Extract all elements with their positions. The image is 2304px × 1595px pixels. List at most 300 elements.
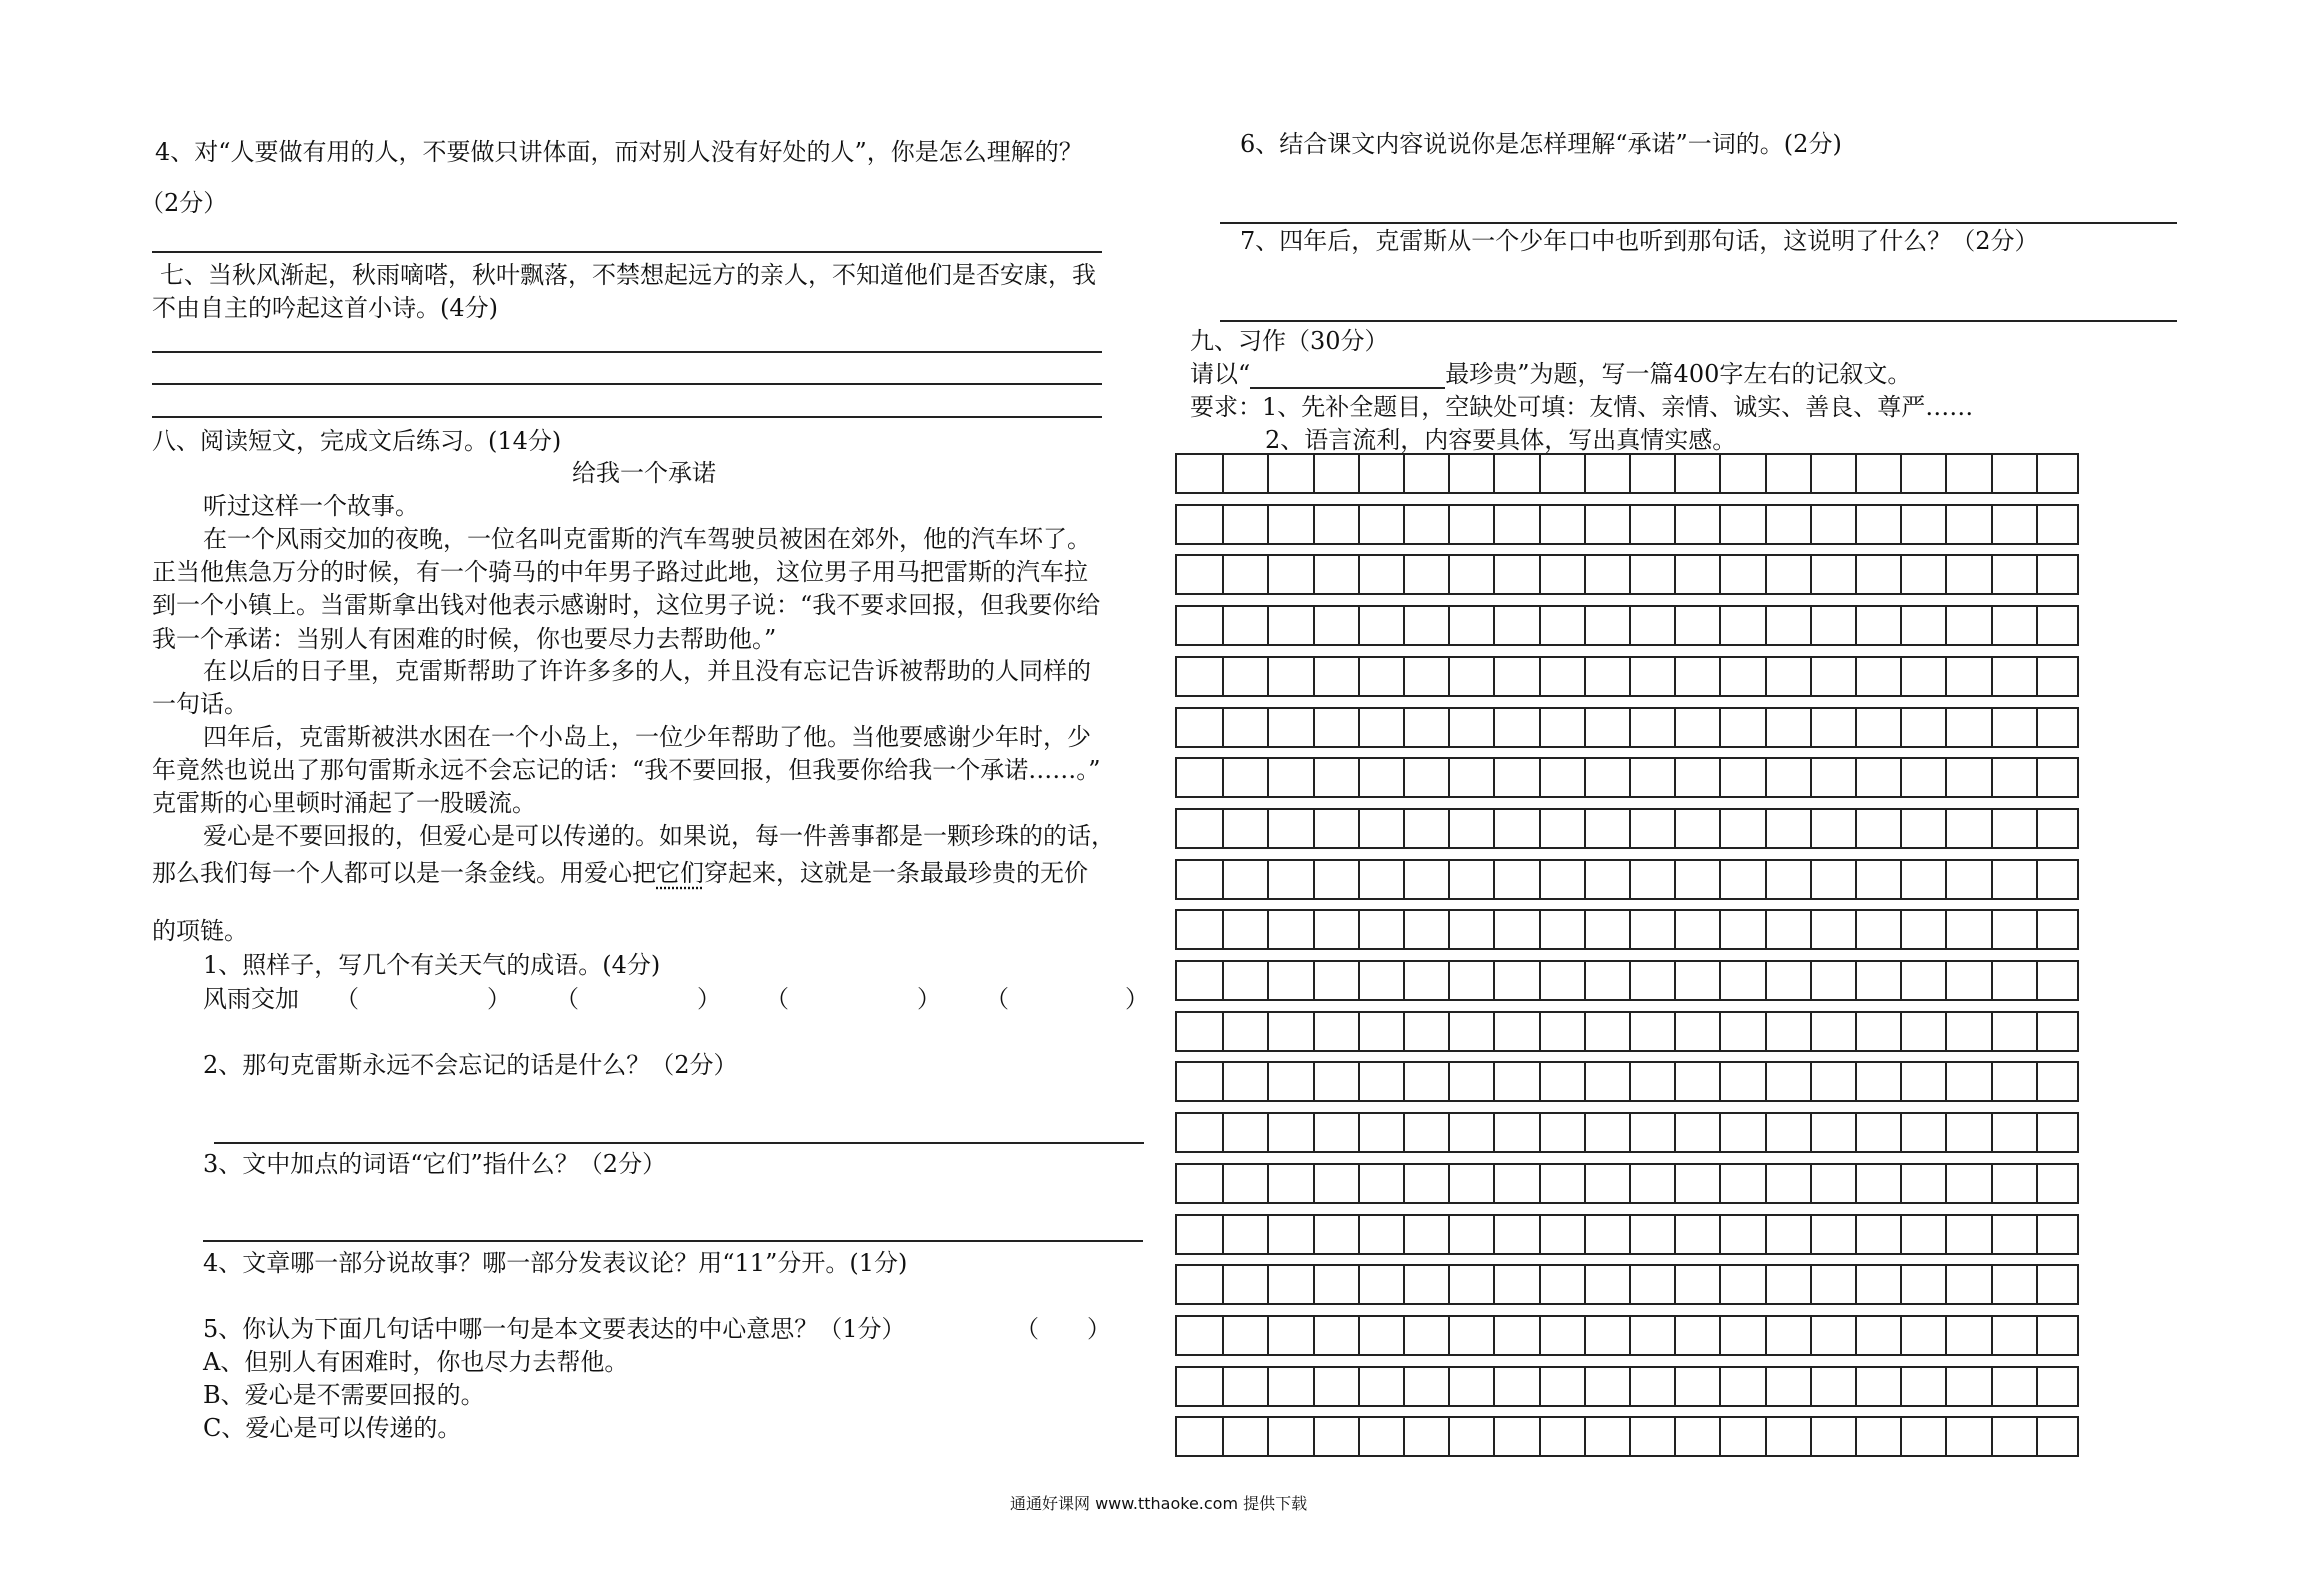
story-text: 那么我们每一个人都可以是一条金线。用爱心把: [152, 859, 656, 887]
grid-cell-divider: [1991, 607, 1993, 644]
grid-cell-divider: [1493, 1368, 1495, 1405]
grid-cell-divider: [1358, 607, 1360, 644]
grid-cell-divider: [1448, 1317, 1450, 1354]
grid-row: [1175, 1366, 2079, 1407]
grid-cell-divider: [1674, 607, 1676, 644]
grid-cell-divider: [1267, 709, 1269, 746]
grid-cell-divider: [1584, 1216, 1586, 1253]
grid-cell-divider: [1900, 607, 1902, 644]
grid-cell-divider: [1629, 658, 1631, 695]
grid-cell-divider: [1991, 1013, 1993, 1050]
grid-cell-divider: [1629, 556, 1631, 593]
grid-cell-divider: [1674, 1216, 1676, 1253]
grid-cell-divider: [1539, 810, 1541, 847]
grid-cell-divider: [1900, 709, 1902, 746]
grid-cell-divider: [1945, 1368, 1947, 1405]
grid-cell-divider: [1991, 658, 1993, 695]
grid-cell-divider: [1991, 1266, 1993, 1303]
grid-cell-divider: [1674, 1317, 1676, 1354]
grid-cell-divider: [1810, 658, 1812, 695]
subquestion-1: 1、照样子，写几个有关天气的成语。(4分): [203, 951, 661, 979]
grid-cell-divider: [1448, 607, 1450, 644]
option-a: A、但别人有困难时，你也尽力去帮他。: [203, 1348, 629, 1376]
grid-cell-divider: [1810, 506, 1812, 543]
grid-cell-divider: [1719, 556, 1721, 593]
grid-cell-divider: [1719, 709, 1721, 746]
grid-cell-divider: [1448, 911, 1450, 948]
grid-cell-divider: [1358, 962, 1360, 999]
grid-cell-divider: [1810, 861, 1812, 898]
grid-cell-divider: [2036, 1266, 2038, 1303]
grid-cell-divider: [1900, 1013, 1902, 1050]
grid-cell-divider: [1403, 861, 1405, 898]
grid-cell-divider: [1267, 1013, 1269, 1050]
section-7-line1: 七、当秋风渐起，秋雨嘀嗒，秋叶飘落，不禁想起远方的亲人，不知道他们是否安康，我: [160, 261, 1096, 289]
grid-cell-divider: [1900, 1317, 1902, 1354]
grid-cell-divider: [1945, 1013, 1947, 1050]
grid-cell-divider: [1674, 556, 1676, 593]
composition-grid[interactable]: [1175, 453, 2079, 1467]
grid-row: [1175, 960, 2079, 1001]
grid-cell-divider: [1358, 1165, 1360, 1202]
grid-cell-divider: [1267, 1114, 1269, 1151]
grid-cell-divider: [1945, 1063, 1947, 1100]
grid-cell-divider: [1629, 759, 1631, 796]
grid-cell-divider: [1403, 506, 1405, 543]
grid-cell-divider: [1539, 1216, 1541, 1253]
grid-cell-divider: [1719, 1216, 1721, 1253]
story-line: 正当他焦急万分的时候，有一个骑马的中年男子路过此地，这位男子用马把雷斯的汽车拉: [152, 558, 1088, 586]
grid-cell-divider: [1674, 506, 1676, 543]
answer-line[interactable]: [1220, 320, 2177, 322]
grid-row: [1175, 859, 2079, 900]
grid-cell-divider: [1403, 1013, 1405, 1050]
grid-cell-divider: [1900, 1114, 1902, 1151]
grid-cell-divider: [1810, 1165, 1812, 1202]
grid-cell-divider: [1222, 556, 1224, 593]
grid-cell-divider: [1719, 1165, 1721, 1202]
grid-cell-divider: [1267, 455, 1269, 492]
grid-cell-divider: [1222, 1013, 1224, 1050]
grid-cell-divider: [2036, 759, 2038, 796]
grid-cell-divider: [1358, 861, 1360, 898]
grid-row: [1175, 1163, 2079, 1204]
grid-cell-divider: [1991, 962, 1993, 999]
grid-cell-divider: [1584, 759, 1586, 796]
grid-cell-divider: [1358, 709, 1360, 746]
grid-cell-divider: [1539, 506, 1541, 543]
grid-cell-divider: [1991, 455, 1993, 492]
grid-cell-divider: [1448, 1165, 1450, 1202]
grid-cell-divider: [1674, 1063, 1676, 1100]
grid-cell-divider: [2036, 455, 2038, 492]
grid-cell-divider: [1267, 1165, 1269, 1202]
grid-cell-divider: [1900, 1368, 1902, 1405]
grid-cell-divider: [1810, 607, 1812, 644]
grid-cell-divider: [1900, 1165, 1902, 1202]
blank-paren: ）: [917, 985, 941, 1013]
grid-cell-divider: [1900, 506, 1902, 543]
grid-cell-divider: [1358, 1418, 1360, 1455]
answer-line[interactable]: [203, 1240, 1143, 1242]
grid-cell-divider: [1222, 911, 1224, 948]
grid-cell-divider: [1855, 1266, 1857, 1303]
grid-cell-divider: [1584, 1114, 1586, 1151]
grid-cell-divider: [1539, 1266, 1541, 1303]
grid-row: [1175, 453, 2079, 494]
question-6: 6、结合课文内容说说你是怎样理解“承诺”一词的。(2分): [1240, 130, 1842, 158]
grid-cell-divider: [1222, 1418, 1224, 1455]
answer-paren[interactable]: （ ）: [1015, 1315, 1111, 1343]
grid-cell-divider: [2036, 1216, 2038, 1253]
blank-paren: （: [555, 985, 579, 1013]
grid-cell-divider: [1945, 1418, 1947, 1455]
grid-cell-divider: [1539, 1063, 1541, 1100]
grid-cell-divider: [1448, 1013, 1450, 1050]
grid-cell-divider: [1855, 658, 1857, 695]
grid-cell-divider: [1855, 810, 1857, 847]
story-line: 我一个承诺：当别人有困难的时候，你也要尽力去帮助他。”: [152, 625, 777, 653]
grid-cell-divider: [1810, 962, 1812, 999]
grid-cell-divider: [2036, 810, 2038, 847]
grid-cell-divider: [1539, 1013, 1541, 1050]
grid-cell-divider: [2036, 1114, 2038, 1151]
grid-cell-divider: [1719, 607, 1721, 644]
grid-cell-divider: [1765, 962, 1767, 999]
section-9-heading: 九、习作（30分）: [1190, 327, 1389, 355]
grid-cell-divider: [1674, 709, 1676, 746]
grid-cell-divider: [1719, 1266, 1721, 1303]
grid-cell-divider: [1945, 911, 1947, 948]
grid-cell-divider: [1493, 1013, 1495, 1050]
grid-cell-divider: [1222, 861, 1224, 898]
grid-cell-divider: [1719, 962, 1721, 999]
grid-cell-divider: [1222, 506, 1224, 543]
grid-cell-divider: [1674, 810, 1676, 847]
grid-cell-divider: [1539, 556, 1541, 593]
grid-cell-divider: [1539, 455, 1541, 492]
grid-cell-divider: [1358, 1013, 1360, 1050]
grid-row: [1175, 605, 2079, 646]
grid-cell-divider: [1222, 709, 1224, 746]
grid-cell-divider: [1765, 759, 1767, 796]
grid-cell-divider: [1945, 709, 1947, 746]
grid-cell-divider: [1267, 556, 1269, 593]
grid-row: [1175, 757, 2079, 798]
grid-cell-divider: [1584, 1418, 1586, 1455]
grid-cell-divider: [1855, 607, 1857, 644]
grid-cell-divider: [1674, 1165, 1676, 1202]
story-line: [152, 858, 1088, 888]
grid-cell-divider: [1674, 1114, 1676, 1151]
grid-cell-divider: [2036, 607, 2038, 644]
grid-cell-divider: [1358, 556, 1360, 593]
grid-cell-divider: [1539, 1165, 1541, 1202]
grid-cell-divider: [1991, 1368, 1993, 1405]
grid-cell-divider: [1945, 506, 1947, 543]
answer-line[interactable]: [214, 1142, 1144, 1144]
grid-cell-divider: [1810, 911, 1812, 948]
grid-cell-divider: [1945, 759, 1947, 796]
grid-cell-divider: [1991, 556, 1993, 593]
blank-paren: （: [765, 985, 789, 1013]
grid-cell-divider: [1945, 1216, 1947, 1253]
story-paragraph: 听过这样一个故事。: [203, 492, 419, 520]
grid-cell-divider: [1900, 759, 1902, 796]
grid-cell-divider: [1403, 1368, 1405, 1405]
grid-cell-divider: [1358, 1266, 1360, 1303]
grid-cell-divider: [1267, 658, 1269, 695]
grid-cell-divider: [1855, 962, 1857, 999]
grid-cell-divider: [1403, 1317, 1405, 1354]
section-7-line2: 不由自主的吟起这首小诗。(4分): [152, 294, 498, 322]
grid-cell-divider: [1539, 759, 1541, 796]
grid-cell-divider: [1991, 1165, 1993, 1202]
grid-cell-divider: [1267, 861, 1269, 898]
grid-cell-divider: [1403, 556, 1405, 593]
grid-cell-divider: [1539, 607, 1541, 644]
grid-cell-divider: [1991, 506, 1993, 543]
grid-cell-divider: [1810, 1114, 1812, 1151]
grid-cell-divider: [1493, 1216, 1495, 1253]
grid-cell-divider: [1313, 1165, 1315, 1202]
grid-cell-divider: [1448, 810, 1450, 847]
grid-cell-divider: [1991, 1114, 1993, 1151]
grid-cell-divider: [1448, 759, 1450, 796]
grid-cell-divider: [1855, 911, 1857, 948]
blank-paren: （: [335, 985, 359, 1013]
grid-cell-divider: [1222, 1368, 1224, 1405]
story-line: 年竟然也说出了那句雷斯永远不会忘记的话：“我不要回报，但我要你给我一个承诺……。”: [152, 756, 1101, 784]
subquestion-3: 3、文中加点的词语“它们”指什么？（2分）: [203, 1150, 667, 1178]
grid-cell-divider: [1900, 1418, 1902, 1455]
grid-cell-divider: [1719, 1063, 1721, 1100]
story-title: 给我一个承诺: [572, 459, 716, 487]
grid-cell-divider: [1991, 1317, 1993, 1354]
grid-cell-divider: [1584, 962, 1586, 999]
grid-row: [1175, 1112, 2079, 1153]
answer-line[interactable]: [1220, 222, 2177, 224]
grid-cell-divider: [1358, 1063, 1360, 1100]
grid-cell-divider: [1810, 556, 1812, 593]
grid-cell-divider: [1945, 861, 1947, 898]
grid-cell-divider: [1945, 556, 1947, 593]
grid-cell-divider: [1855, 1368, 1857, 1405]
grid-cell-divider: [1358, 658, 1360, 695]
prompt-end: 最珍贵”为题，写一篇400字左右的记叙文。: [1445, 360, 1912, 388]
grid-cell-divider: [1945, 1266, 1947, 1303]
grid-cell-divider: [1493, 556, 1495, 593]
grid-cell-divider: [1448, 658, 1450, 695]
grid-cell-divider: [1629, 1317, 1631, 1354]
grid-cell-divider: [1448, 506, 1450, 543]
grid-cell-divider: [1719, 759, 1721, 796]
title-blank[interactable]: [1250, 365, 1445, 389]
question-7: 7、四年后，克雷斯从一个少年口中也听到那句话，这说明了什么？（2分）: [1240, 227, 2039, 255]
footer-credit: 通通好课网 www.tthaoke.com 提供下载: [1010, 1494, 1308, 1513]
grid-cell-divider: [1493, 1266, 1495, 1303]
grid-cell-divider: [1810, 1368, 1812, 1405]
grid-cell-divider: [1584, 1063, 1586, 1100]
grid-row: [1175, 554, 2079, 595]
grid-cell-divider: [1629, 810, 1631, 847]
grid-cell-divider: [1493, 709, 1495, 746]
grid-cell-divider: [1493, 1418, 1495, 1455]
grid-cell-divider: [1403, 1418, 1405, 1455]
grid-cell-divider: [1810, 1013, 1812, 1050]
grid-cell-divider: [1267, 607, 1269, 644]
grid-cell-divider: [1629, 1165, 1631, 1202]
story-line: 克雷斯的心里顿时涌起了一股暖流。: [152, 789, 536, 817]
grid-cell-divider: [1855, 1418, 1857, 1455]
answer-line[interactable]: [152, 416, 1102, 418]
subquestion-2: 2、那句克雷斯永远不会忘记的话是什么？（2分）: [203, 1051, 738, 1079]
grid-cell-divider: [1765, 455, 1767, 492]
grid-cell-divider: [1629, 911, 1631, 948]
grid-cell-divider: [1719, 810, 1721, 847]
dotted-word: 它们: [656, 859, 704, 887]
grid-cell-divider: [1448, 1114, 1450, 1151]
grid-cell-divider: [1539, 709, 1541, 746]
grid-cell-divider: [1313, 658, 1315, 695]
grid-cell-divider: [1810, 810, 1812, 847]
grid-cell-divider: [1313, 810, 1315, 847]
grid-cell-divider: [1900, 911, 1902, 948]
grid-cell-divider: [1222, 607, 1224, 644]
story-paragraph: 四年后，克雷斯被洪水困在一个小岛上，一位少年帮助了他。当他要感谢少年时，少: [203, 723, 1091, 751]
grid-cell-divider: [1810, 1317, 1812, 1354]
grid-cell-divider: [1267, 1266, 1269, 1303]
blank-paren: ）: [1125, 985, 1149, 1013]
grid-cell-divider: [1765, 556, 1767, 593]
grid-cell-divider: [1945, 455, 1947, 492]
grid-cell-divider: [1810, 759, 1812, 796]
grid-cell-divider: [1358, 506, 1360, 543]
grid-row: [1175, 1416, 2079, 1457]
grid-cell-divider: [1945, 607, 1947, 644]
grid-cell-divider: [1403, 759, 1405, 796]
story-paragraph: 爱心是不要回报的，但爱心是可以传递的。如果说，每一件善事都是一颗珍珠的的话，: [203, 822, 1115, 850]
grid-cell-divider: [1493, 455, 1495, 492]
grid-row: [1175, 1011, 2079, 1052]
grid-cell-divider: [1810, 709, 1812, 746]
grid-cell-divider: [1945, 962, 1947, 999]
grid-cell-divider: [1584, 556, 1586, 593]
blank-paren: ）: [697, 985, 721, 1013]
grid-cell-divider: [1765, 1266, 1767, 1303]
grid-cell-divider: [1584, 1266, 1586, 1303]
grid-cell-divider: [1900, 1266, 1902, 1303]
grid-cell-divider: [2036, 861, 2038, 898]
grid-cell-divider: [1765, 607, 1767, 644]
story-line: 到一个小镇上。当雷斯拿出钱对他表示感谢时，这位男子说：“我不要求回报，但我要你给: [152, 591, 1101, 619]
grid-cell-divider: [1584, 607, 1586, 644]
grid-cell-divider: [1765, 1368, 1767, 1405]
grid-cell-divider: [1900, 861, 1902, 898]
grid-cell-divider: [1855, 1216, 1857, 1253]
grid-cell-divider: [1539, 658, 1541, 695]
grid-cell-divider: [1945, 1165, 1947, 1202]
grid-cell-divider: [2036, 911, 2038, 948]
grid-cell-divider: [1403, 607, 1405, 644]
grid-cell-divider: [2036, 556, 2038, 593]
option-c: C、爱心是可以传递的。: [203, 1414, 462, 1442]
grid-cell-divider: [1267, 1368, 1269, 1405]
grid-row: [1175, 1315, 2079, 1356]
grid-cell-divider: [1719, 1418, 1721, 1455]
grid-cell-divider: [1629, 1114, 1631, 1151]
grid-cell-divider: [1991, 1418, 1993, 1455]
grid-cell-divider: [2036, 1013, 2038, 1050]
grid-cell-divider: [1765, 709, 1767, 746]
story-paragraph: 在一个风雨交加的夜晚，一位名叫克雷斯的汽车驾驶员被困在郊外，他的汽车坏了。: [203, 525, 1091, 553]
grid-cell-divider: [1629, 607, 1631, 644]
grid-cell-divider: [1403, 1165, 1405, 1202]
grid-cell-divider: [1900, 556, 1902, 593]
grid-cell-divider: [1855, 506, 1857, 543]
grid-cell-divider: [1765, 506, 1767, 543]
grid-cell-divider: [1539, 861, 1541, 898]
grid-cell-divider: [1313, 1418, 1315, 1455]
grid-cell-divider: [1629, 1368, 1631, 1405]
answer-line[interactable]: [152, 383, 1102, 385]
grid-cell-divider: [1403, 709, 1405, 746]
grid-cell-divider: [1493, 1063, 1495, 1100]
grid-cell-divider: [1493, 1114, 1495, 1151]
grid-cell-divider: [1403, 1216, 1405, 1253]
grid-cell-divider: [1991, 1063, 1993, 1100]
grid-cell-divider: [2036, 1418, 2038, 1455]
grid-row: [1175, 1214, 2079, 1255]
grid-cell-divider: [1313, 1317, 1315, 1354]
grid-cell-divider: [1222, 810, 1224, 847]
grid-cell-divider: [1222, 1114, 1224, 1151]
grid-cell-divider: [1358, 455, 1360, 492]
grid-cell-divider: [1719, 1317, 1721, 1354]
grid-cell-divider: [1900, 455, 1902, 492]
answer-line[interactable]: [152, 251, 1102, 253]
grid-cell-divider: [1403, 911, 1405, 948]
grid-cell-divider: [1765, 1418, 1767, 1455]
grid-cell-divider: [1629, 1216, 1631, 1253]
grid-cell-divider: [1267, 810, 1269, 847]
grid-cell-divider: [1493, 658, 1495, 695]
grid-cell-divider: [1719, 1013, 1721, 1050]
answer-line[interactable]: [152, 351, 1102, 353]
blank-paren: （: [985, 985, 1009, 1013]
grid-cell-divider: [1855, 1063, 1857, 1100]
grid-cell-divider: [1448, 861, 1450, 898]
grid-cell-divider: [1765, 1114, 1767, 1151]
grid-cell-divider: [1584, 1013, 1586, 1050]
grid-cell-divider: [1900, 658, 1902, 695]
grid-cell-divider: [1267, 1317, 1269, 1354]
grid-cell-divider: [1313, 1063, 1315, 1100]
grid-cell-divider: [1719, 861, 1721, 898]
grid-cell-divider: [1810, 1266, 1812, 1303]
grid-cell-divider: [1900, 1216, 1902, 1253]
grid-cell-divider: [1719, 506, 1721, 543]
grid-cell-divider: [1403, 1063, 1405, 1100]
grid-cell-divider: [1222, 1063, 1224, 1100]
grid-cell-divider: [1267, 1418, 1269, 1455]
grid-cell-divider: [1448, 455, 1450, 492]
grid-row: [1175, 707, 2079, 748]
grid-cell-divider: [1674, 861, 1676, 898]
grid-cell-divider: [1222, 759, 1224, 796]
subquestion-4: 4、文章哪一部分说故事？哪一部分发表议论？用“11”分开。(1分): [203, 1249, 908, 1277]
grid-cell-divider: [1674, 911, 1676, 948]
